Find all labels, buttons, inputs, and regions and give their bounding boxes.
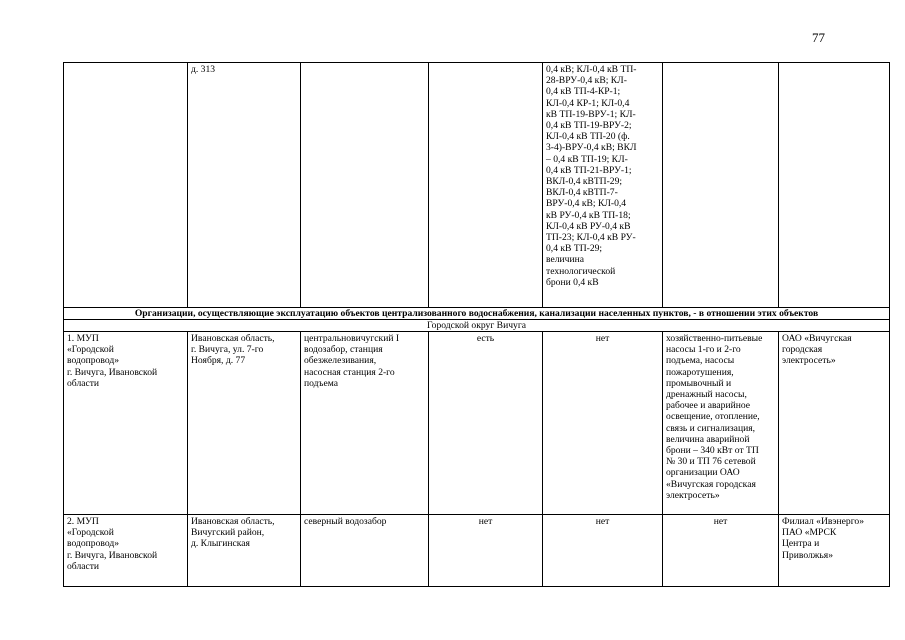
cell-address: Ивановская область, Вичугский район, д. Клыгинская [188,515,301,587]
cell-object: северный водозабор [301,515,429,587]
cell-col5: нет [543,515,663,587]
section-header: Организации, осуществляющие эксплуатацию объектов централизованного водоснабжения, канализации населенных пунктов, - в отношении этих объектов [64,308,890,320]
table-row [64,332,890,515]
cell-object [301,63,429,308]
cell-address: д. 313 [188,63,301,308]
page-number: 77 [812,30,825,45]
cell-org: 1. МУП «Городской водопровод» г. Вичуга, Ивановской области [64,332,188,515]
cell-network: 0,4 кВ; КЛ-0,4 кВ ТП- 28-ВРУ-0,4 кВ; КЛ- 0,4 кВ ТП-4-КР-1; КЛ-0,4 КР-1; КЛ-0,4 кВ ТП-19-ВРУ-1; КЛ- 0,4 кВ ТП-19-ВРУ-2; КЛ-0,4 кВ ТП-20 (ф. 3-4)-ВРУ-0,4 кВ; ВКЛ – 0,4 кВ ТП-19; КЛ- 0,4 кВ ТП-21-ВРУ-1; ВКЛ-0,4 кВТП-29; ВКЛ-0,4 кВТП-7- ВРУ-0,4 кВ; КЛ-0,4 кВ РУ-0,4 кВ ТП-18; КЛ-0,4 кВ РУ-0,4 кВ ТП-23; КЛ-0,4 кВ РУ- 0,4 кВ ТП-29; величина технологической брони 0,4 кВ [543,63,663,308]
cell-equipment [663,63,779,308]
cell-object: центральновичугский I водозабор, станция обезжелезивания, насосная станция 2-го подъема [301,332,429,515]
cell-supplier [779,63,890,308]
cell-col4: нет [429,515,543,587]
data-table-container [63,62,889,587]
cell-col4: есть [429,332,543,515]
cell-col5: нет [543,332,663,515]
table-row [64,515,890,587]
table-row-continuation [64,63,890,308]
cell-equipment: хозяйственно-питьевые насосы 1-го и 2-го подъема, насосы пожаротушения, промывочный и дренажный насосы, рабочее и аварийное освещение, отопление, связь и сигнализация, величина аварийной брони – 340 кВт от ТП № 30 и ТП 76 сетевой организации ОАО «Вичугская городская электросеть» [663,332,779,515]
subsection-header: Городской округ Вичуга [64,320,890,332]
cell-org [64,63,188,308]
cell-supplier: ОАО «Вичугская городская электросеть» [779,332,890,515]
subsection-header-row [64,320,890,332]
data-table [63,62,890,587]
cell-col4 [429,63,543,308]
cell-supplier: Филиал «Ивэнерго» ПАО «МРСК Центра и Приволжья» [779,515,890,587]
cell-equipment: нет [663,515,779,587]
section-header-row [64,308,890,320]
cell-org: 2. МУП «Городской водопровод» г. Вичуга, Ивановской области [64,515,188,587]
cell-address: Ивановская область, г. Вичуга, ул. 7-го Ноября, д. 77 [188,332,301,515]
